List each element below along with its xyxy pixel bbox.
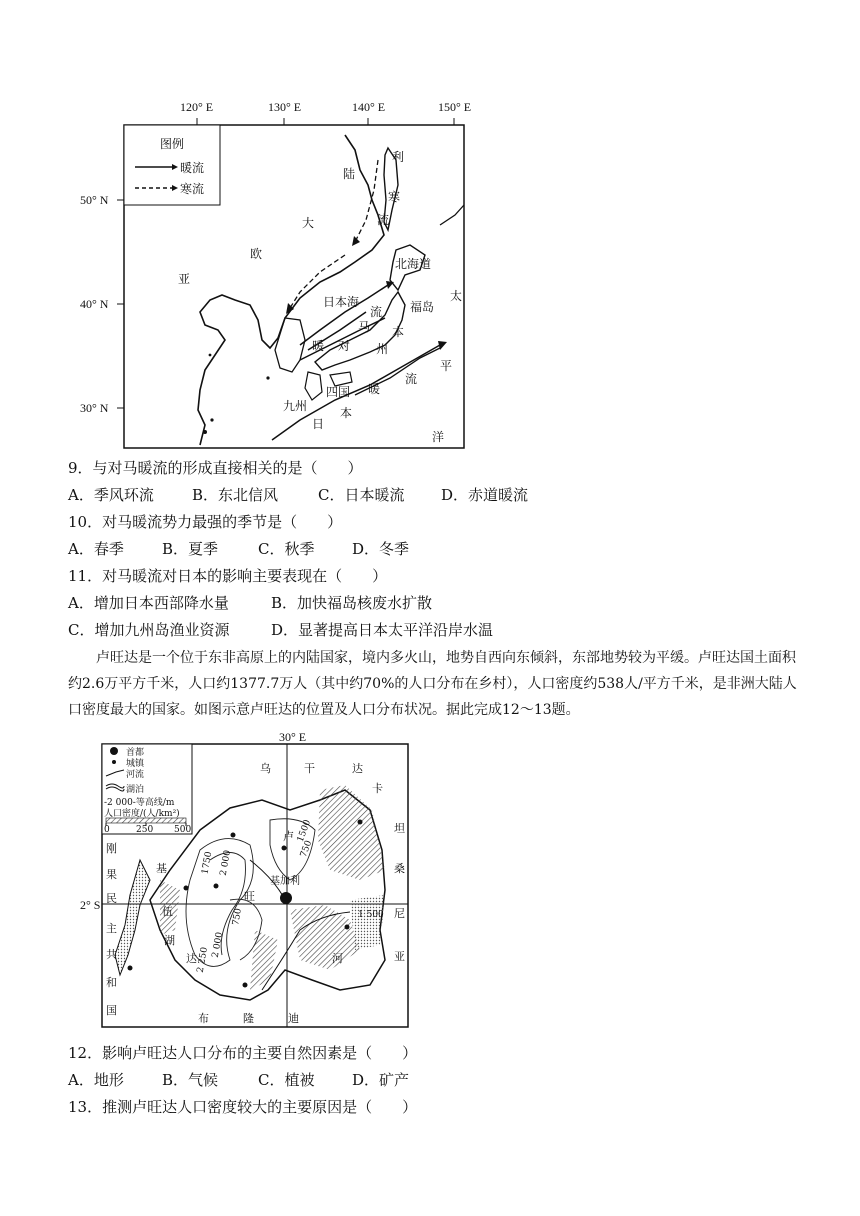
option-d[interactable]: D．显著提高日本太平洋沿岸水温	[271, 621, 494, 639]
label-ka: 卡	[372, 782, 383, 795]
legend-cold: 寒流	[180, 182, 205, 196]
label-tai: 太	[450, 289, 463, 303]
label-wu2: 伍	[162, 905, 173, 918]
option-d[interactable]: D．赤道暖流	[441, 486, 529, 504]
option-c[interactable]: C．日本暖流	[318, 486, 405, 504]
label-zhou: 州	[376, 342, 389, 356]
legend-capital: 首都	[126, 748, 145, 758]
label-da1: 达	[352, 762, 363, 775]
label-gong: 共	[106, 948, 117, 961]
label-guo1: 果	[106, 868, 117, 881]
question-stem: 13．推测卢旺达人口密度较大的主要原因是（ ）	[68, 1098, 418, 1116]
label-yang: 洋	[432, 430, 445, 444]
label-liu1: 流	[377, 213, 390, 227]
legend-title: 图例	[160, 137, 185, 151]
label-bu: 布	[198, 1012, 209, 1025]
label-ri: 日	[312, 417, 325, 431]
lat-label-40: 40° N	[80, 297, 109, 311]
label-zhu: 主	[106, 922, 117, 935]
question-stem: 10．对马暖流势力最强的季节是（ ）	[68, 513, 343, 531]
label-sang: 桑	[394, 862, 405, 875]
label-hu: 湖	[164, 934, 175, 947]
lon-label-140: 140° E	[352, 100, 386, 114]
label-hokkaido: 北海道	[395, 257, 432, 271]
option-c[interactable]: C．增加九州岛渔业资源	[68, 621, 230, 639]
option-b[interactable]: B．东北信风	[192, 486, 279, 504]
question-stem: 12．影响卢旺达人口分布的主要自然因素是（ ）	[68, 1044, 418, 1062]
label-nihonkai: 日本海	[323, 295, 360, 309]
rwanda-passage: 卢旺达是一个位于东非高原上的内陆国家，境内多火山，地势自西向东倾斜，东部地势较为平缓。卢旺达国土面积约2.6万平方千米，人口约1377.7万人（其中约70%的人口分布在乡村），人口密度约538人/平方千米，是非洲大陆人口密度最大的国家。如图示意卢旺达的位置及人口分布状况。据此完成12～13题。	[68, 650, 797, 718]
lon-label-30e: 30° E	[279, 730, 307, 744]
label-kigali: 基加利	[270, 876, 300, 887]
legend-town: 城镇	[126, 759, 145, 769]
label-guo2: 国	[106, 1004, 117, 1017]
lat-label-50: 50° N	[80, 193, 109, 207]
contour-2000-a: 2 000	[218, 849, 234, 877]
lon-label-150: 150° E	[438, 100, 472, 114]
option-c[interactable]: C．秋季	[258, 540, 315, 558]
legend-contour: -2 000-等高线/m	[104, 798, 175, 808]
option-a[interactable]: A．春季	[68, 540, 124, 558]
lat-label-30: 30° N	[80, 401, 109, 415]
legend-scale-500: 500	[174, 825, 192, 835]
label-ni: 尼	[394, 907, 405, 920]
label-da2: 达	[186, 952, 197, 965]
contour-2000-b: 2 000	[210, 931, 226, 959]
label-da: 大	[302, 216, 315, 230]
label-wu: 乌	[260, 762, 271, 775]
lon-label-120: 120° E	[180, 100, 214, 114]
label-ma: 马	[358, 320, 371, 334]
label-han: 寒	[388, 190, 401, 204]
legend-warm: 暖流	[180, 161, 205, 175]
contour-750-a: 750	[298, 839, 315, 859]
lon-label-130: 130° E	[268, 100, 302, 114]
label-di: 迪	[288, 1012, 299, 1025]
question-stem: 9．与对马暖流的形成直接相关的是（ ）	[68, 459, 363, 477]
label-liu2: 流	[370, 305, 383, 319]
legend-scale-0: 0	[104, 825, 110, 835]
label-gang: 刚	[106, 842, 117, 855]
label-he: 和	[106, 976, 117, 989]
option-a[interactable]: A．季风环流	[68, 486, 154, 504]
label-ya: 亚	[178, 272, 191, 286]
label-shikoku: 四国	[326, 385, 351, 399]
label-ben2: 本	[340, 406, 353, 420]
label-ji: 基	[156, 862, 167, 875]
legend-scale-250: 250	[136, 825, 154, 835]
legend-river: 河流	[126, 770, 145, 780]
contour-750-b: 750	[231, 907, 245, 927]
label-dui: 对	[338, 339, 351, 353]
option-d[interactable]: D．冬季	[352, 540, 410, 558]
question-stem: 11．对马暖流对日本的影响主要表现在（ ）	[68, 567, 388, 585]
label-nuan1: 暖	[312, 339, 325, 353]
option-d[interactable]: D．矿产	[352, 1071, 410, 1089]
option-c[interactable]: C．植被	[258, 1071, 315, 1089]
option-a[interactable]: A．增加日本西部降水量	[68, 594, 229, 612]
contour-2250: 2 250	[195, 946, 211, 974]
label-he2: 河	[332, 952, 343, 965]
legend-density: 人口密度/(人/km²)	[104, 809, 180, 819]
label-ben1: 本	[392, 325, 405, 339]
label-ping: 平	[440, 359, 453, 373]
label-liu3: 流	[405, 372, 418, 386]
option-a[interactable]: A．地形	[68, 1071, 124, 1089]
option-b[interactable]: B．加快福岛核废水扩散	[271, 594, 433, 612]
label-tan: 坦	[394, 822, 405, 835]
contour-1500-b: 1 500	[358, 910, 384, 920]
label-fukushima: 福岛	[410, 300, 435, 314]
label-wang: 旺	[244, 890, 255, 903]
label-lu: 陆	[343, 167, 356, 181]
label-min: 民	[106, 892, 117, 905]
label-lu: 卢	[283, 830, 294, 843]
lat-label-2s: 2° S	[80, 898, 101, 912]
label-long: 隆	[243, 1012, 254, 1025]
legend-lake: 湖泊	[126, 785, 145, 795]
label-gan: 干	[304, 762, 315, 775]
option-b[interactable]: B．气候	[162, 1071, 219, 1089]
label-li: 利	[392, 150, 405, 164]
label-ou: 欧	[250, 247, 263, 261]
label-kyushu: 九州	[283, 399, 308, 413]
option-b[interactable]: B．夏季	[162, 540, 219, 558]
contour-1500: 1500	[295, 818, 314, 844]
contour-1750: 1750	[200, 850, 215, 876]
label-nuan2: 暖	[368, 382, 381, 396]
label-ya: 亚	[394, 950, 405, 963]
